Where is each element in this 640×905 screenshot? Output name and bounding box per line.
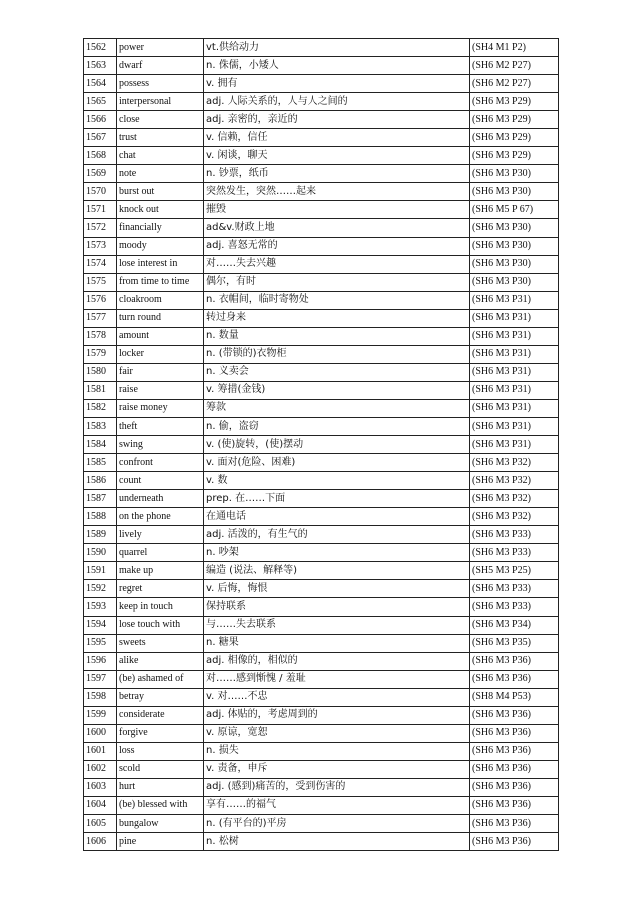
vocabulary-table [83,38,559,851]
entry-source: (SH6 M3 P32) [470,472,559,490]
entry-source: (SH6 M3 P30) [470,219,559,237]
entry-number: 1584 [84,436,117,454]
table-row [84,760,559,778]
entry-word: forgive [117,724,204,742]
table-row [84,670,559,688]
entry-word: knock out [117,201,204,219]
entry-source: (SH6 M3 P31) [470,363,559,381]
entry-definition: v. 闲谈，聊天 [204,147,470,165]
entry-number: 1594 [84,616,117,634]
entry-definition: v. 后悔，悔恨 [204,580,470,598]
table-row [84,57,559,75]
entry-word: confront [117,454,204,472]
entry-source: (SH6 M3 P29) [470,147,559,165]
entry-definition: adj. 喜怒无常的 [204,237,470,255]
entry-definition: 对……失去兴趣 [204,255,470,273]
entry-number: 1571 [84,201,117,219]
table-row [84,833,559,851]
entry-word: keep in touch [117,598,204,616]
table-row [84,39,559,57]
table-row [84,255,559,273]
entry-source: (SH6 M3 P36) [470,815,559,833]
entry-word: dwarf [117,57,204,75]
entry-word: count [117,472,204,490]
entry-word: burst out [117,183,204,201]
table-row [84,742,559,760]
entry-definition: n. (带锁的)衣物柜 [204,345,470,363]
entry-source: (SH6 M3 P31) [470,309,559,327]
table-row [84,291,559,309]
entry-definition: n. 糖果 [204,634,470,652]
entry-source: (SH6 M3 P33) [470,598,559,616]
entry-source: (SH6 M3 P30) [470,165,559,183]
entry-word: lose touch with [117,616,204,634]
table-row [84,490,559,508]
entry-number: 1585 [84,454,117,472]
table-row [84,526,559,544]
entry-definition: 筹款 [204,399,470,417]
table-row [84,129,559,147]
entry-number: 1605 [84,815,117,833]
table-row [84,652,559,670]
entry-definition: n. 钞票，纸币 [204,165,470,183]
entry-source: (SH4 M1 P2) [470,39,559,57]
entry-definition: 对……感到惭愧 / 羞耻 [204,670,470,688]
entry-source: (SH6 M2 P27) [470,75,559,93]
entry-word: from time to time [117,273,204,291]
table-row [84,724,559,742]
entry-source: (SH6 M3 P33) [470,580,559,598]
entry-source: (SH6 M2 P27) [470,57,559,75]
entry-word: raise money [117,399,204,417]
entry-number: 1577 [84,309,117,327]
table-row [84,327,559,345]
entry-definition: ad&v.财政上地 [204,219,470,237]
entry-word: considerate [117,706,204,724]
table-row [84,93,559,111]
entry-number: 1590 [84,544,117,562]
entry-source: (SH6 M3 P30) [470,237,559,255]
entry-number: 1575 [84,273,117,291]
entry-definition: prep. 在……下面 [204,490,470,508]
entry-word: loss [117,742,204,760]
entry-number: 1602 [84,760,117,778]
entry-word: amount [117,327,204,345]
entry-number: 1583 [84,417,117,435]
table-row [84,598,559,616]
entry-source: (SH6 M3 P36) [470,833,559,851]
entry-number: 1567 [84,129,117,147]
entry-number: 1601 [84,742,117,760]
entry-definition: v. (使)旋转，(使)摆动 [204,436,470,454]
entry-word: sweets [117,634,204,652]
entry-word: on the phone [117,508,204,526]
table-row [84,417,559,435]
entry-source: (SH6 M3 P32) [470,508,559,526]
entry-number: 1589 [84,526,117,544]
entry-word: moody [117,237,204,255]
entry-number: 1595 [84,634,117,652]
table-row [84,111,559,129]
entry-number: 1573 [84,237,117,255]
entry-definition: n. 侏儒，小矮人 [204,57,470,75]
entry-definition: n. 衣帽间，临时寄物处 [204,291,470,309]
table-row [84,201,559,219]
entry-number: 1579 [84,345,117,363]
entry-word: cloakroom [117,291,204,309]
table-row [84,688,559,706]
entry-word: quarrel [117,544,204,562]
entry-source: (SH6 M3 P36) [470,670,559,688]
entry-word: chat [117,147,204,165]
table-row [84,399,559,417]
vocabulary-table-body [84,39,559,851]
entry-number: 1576 [84,291,117,309]
entry-source: (SH6 M3 P31) [470,345,559,363]
entry-source: (SH6 M3 P34) [470,616,559,634]
table-row [84,363,559,381]
table-row [84,381,559,399]
entry-word: lose interest in [117,255,204,273]
entry-definition: 转过身来 [204,309,470,327]
entry-definition: n. (有平台的)平房 [204,815,470,833]
entry-source: (SH6 M3 P29) [470,129,559,147]
entry-word: hurt [117,778,204,796]
table-row [84,345,559,363]
entry-definition: n. 偷，盗窃 [204,417,470,435]
entry-source: (SH6 M3 P31) [470,381,559,399]
entry-definition: adj. 活泼的，有生气的 [204,526,470,544]
entry-definition: 摧毁 [204,201,470,219]
table-row [84,273,559,291]
table-row [84,508,559,526]
entry-source: (SH6 M3 P36) [470,742,559,760]
entry-number: 1566 [84,111,117,129]
table-row [84,562,559,580]
table-row [84,634,559,652]
entry-source: (SH6 M3 P32) [470,454,559,472]
entry-definition: 在通电话 [204,508,470,526]
entry-number: 1582 [84,399,117,417]
entry-source: (SH6 M3 P36) [470,724,559,742]
entry-word: (be) blessed with [117,796,204,814]
entry-definition: 编造 (说法、解释等) [204,562,470,580]
entry-number: 1600 [84,724,117,742]
entry-word: lively [117,526,204,544]
entry-word: swing [117,436,204,454]
entry-definition: adj. 体贴的，考虑周到的 [204,706,470,724]
entry-source: (SH6 M3 P32) [470,490,559,508]
entry-number: 1598 [84,688,117,706]
entry-definition: v. 拥有 [204,75,470,93]
entry-source: (SH6 M3 P29) [470,93,559,111]
entry-source: (SH6 M5 P 67) [470,201,559,219]
table-row [84,436,559,454]
entry-source: (SH6 M3 P36) [470,796,559,814]
entry-source: (SH6 M3 P29) [470,111,559,129]
entry-number: 1597 [84,670,117,688]
entry-number: 1570 [84,183,117,201]
entry-number: 1578 [84,327,117,345]
entry-number: 1606 [84,833,117,851]
entry-word: power [117,39,204,57]
entry-definition: v. 责备，申斥 [204,760,470,778]
entry-definition: adj. 人际关系的，人与人之间的 [204,93,470,111]
entry-word: turn round [117,309,204,327]
entry-number: 1568 [84,147,117,165]
entry-word: trust [117,129,204,147]
entry-number: 1592 [84,580,117,598]
entry-word: betray [117,688,204,706]
entry-source: (SH6 M3 P31) [470,436,559,454]
entry-number: 1591 [84,562,117,580]
entry-source: (SH6 M3 P35) [470,634,559,652]
table-row [84,616,559,634]
entry-definition: 偶尔，有时 [204,273,470,291]
entry-number: 1581 [84,381,117,399]
entry-definition: v. 信赖，信任 [204,129,470,147]
table-row [84,454,559,472]
entry-number: 1593 [84,598,117,616]
entry-source: (SH6 M3 P36) [470,652,559,670]
entry-word: (be) ashamed of [117,670,204,688]
entry-number: 1564 [84,75,117,93]
table-row [84,580,559,598]
table-row [84,75,559,93]
entry-word: theft [117,417,204,435]
entry-word: financially [117,219,204,237]
entry-definition: v. 原谅，宽恕 [204,724,470,742]
entry-definition: 与……失去联系 [204,616,470,634]
entry-number: 1586 [84,472,117,490]
entry-number: 1587 [84,490,117,508]
entry-source: (SH6 M3 P31) [470,399,559,417]
entry-definition: adj. 相像的，相似的 [204,652,470,670]
entry-number: 1569 [84,165,117,183]
entry-definition: adj. 亲密的，亲近的 [204,111,470,129]
entry-word: interpersonal [117,93,204,111]
table-row [84,309,559,327]
table-row [84,237,559,255]
entry-source: (SH6 M3 P31) [470,291,559,309]
entry-word: close [117,111,204,129]
entry-definition: n. 损失 [204,742,470,760]
entry-word: possess [117,75,204,93]
entry-word: underneath [117,490,204,508]
entry-source: (SH6 M3 P30) [470,183,559,201]
table-row [84,706,559,724]
entry-definition: v. 数 [204,472,470,490]
table-row [84,544,559,562]
entry-source: (SH6 M3 P36) [470,760,559,778]
entry-source: (SH8 M4 P53) [470,688,559,706]
entry-definition: 保持联系 [204,598,470,616]
table-row [84,219,559,237]
entry-source: (SH6 M3 P31) [470,327,559,345]
entry-definition: v. 对……不忠 [204,688,470,706]
entry-definition: n. 数量 [204,327,470,345]
entry-definition: v. 筹措(金钱) [204,381,470,399]
entry-number: 1574 [84,255,117,273]
table-row [84,183,559,201]
entry-number: 1563 [84,57,117,75]
entry-number: 1599 [84,706,117,724]
table-row [84,472,559,490]
entry-word: pine [117,833,204,851]
table-row [84,815,559,833]
entry-word: regret [117,580,204,598]
entry-definition: adj. (感到)痛苦的，受到伤害的 [204,778,470,796]
entry-number: 1565 [84,93,117,111]
entry-word: bungalow [117,815,204,833]
entry-number: 1588 [84,508,117,526]
entry-number: 1580 [84,363,117,381]
entry-source: (SH6 M3 P36) [470,778,559,796]
entry-source: (SH6 M3 P30) [470,273,559,291]
table-row [84,147,559,165]
entry-definition: 享有……的福气 [204,796,470,814]
entry-definition: 突然发生，突然……起来 [204,183,470,201]
entry-number: 1604 [84,796,117,814]
entry-word: locker [117,345,204,363]
entry-word: fair [117,363,204,381]
entry-source: (SH6 M3 P33) [470,526,559,544]
entry-word: scold [117,760,204,778]
entry-source: (SH6 M3 P31) [470,417,559,435]
entry-word: raise [117,381,204,399]
entry-number: 1596 [84,652,117,670]
entry-number: 1572 [84,219,117,237]
entry-word: note [117,165,204,183]
entry-source: (SH6 M3 P33) [470,544,559,562]
entry-source: (SH6 M3 P36) [470,706,559,724]
table-row [84,165,559,183]
table-row [84,796,559,814]
entry-definition: vt.供给动力 [204,39,470,57]
entry-definition: v. 面对(危险、困难) [204,454,470,472]
entry-source: (SH5 M3 P25) [470,562,559,580]
entry-definition: n. 吵架 [204,544,470,562]
entry-definition: n. 义卖会 [204,363,470,381]
entry-word: alike [117,652,204,670]
entry-source: (SH6 M3 P30) [470,255,559,273]
entry-number: 1562 [84,39,117,57]
entry-definition: n. 松树 [204,833,470,851]
table-row [84,778,559,796]
entry-number: 1603 [84,778,117,796]
entry-word: make up [117,562,204,580]
